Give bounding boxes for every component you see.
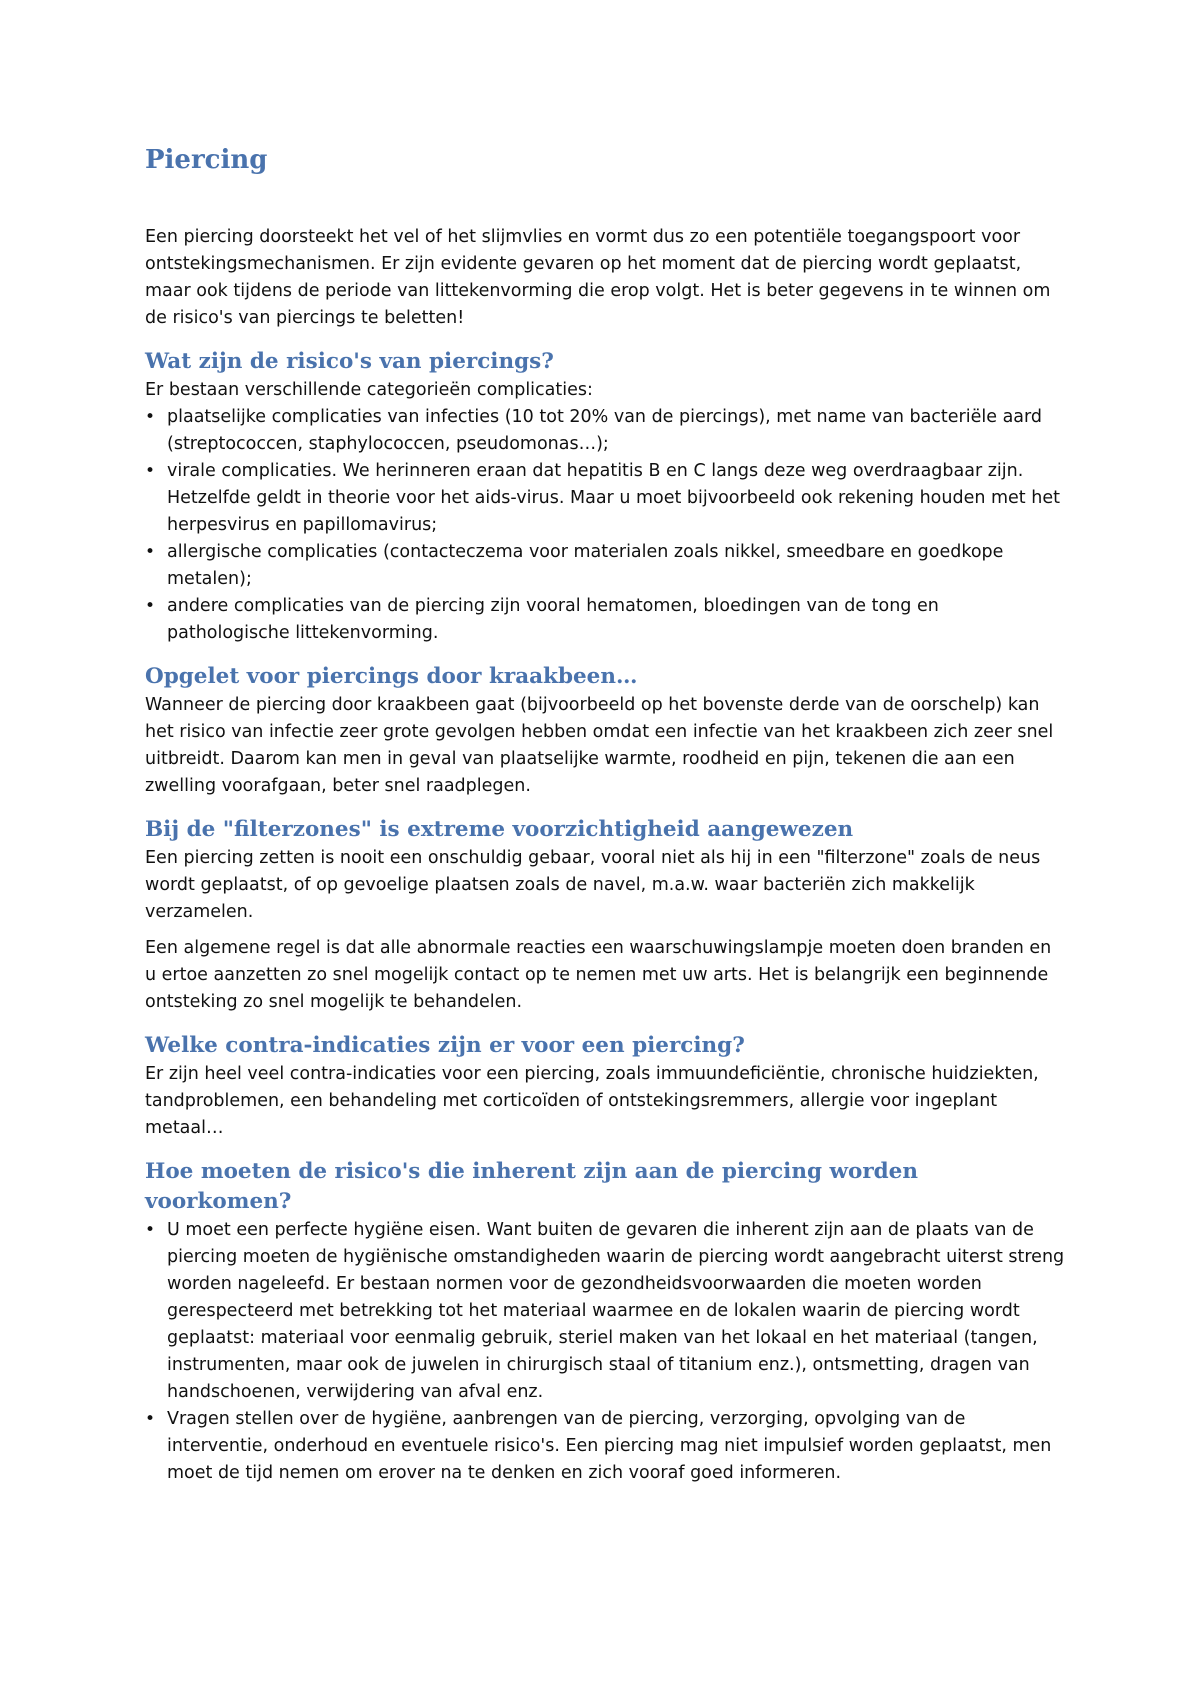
list-item-text: U moet een perfecte hygiëne eisen. Want buiten de gevaren die inherent zijn aan de plaats van de piercing moeten de hygiënische omstandigheden waarin de piercing wordt aangebracht uiterst streng worden nageleefd. Er bestaan normen voor de gezondheidsvoorwaarden die moeten worden gerespecteerd met betrekking tot het materiaal waarmee en de lokalen waarin de piercing wordt geplaatst: materiaal voor eenmalig gebruik, steriel maken van het lokaal en het materiaal (tangen, instrumenten, maar ook de juwelen in chirurgisch staal of titanium enz.), ontsmetting, dragen van handschoenen, verwijdering van afval enz.	[167, 1220, 1065, 1402]
bullet-icon: •	[145, 1220, 156, 1240]
section-heading: Opgelet voor piercings door kraakbeen…	[145, 664, 638, 689]
section-prevention	[145, 1157, 1065, 1487]
section-contraindications	[145, 1031, 1065, 1142]
section-cartilage	[145, 662, 1065, 800]
document-body	[145, 224, 1065, 1487]
bullet-icon: •	[145, 1409, 156, 1429]
section-paragraph: Er zijn heel veel contra-indicaties voor een piercing, zoals immuundeficiëntie, chronische huidziekten, tandproblemen, een behandeling met corticoïden of ontstekingsremmers, allergie voor ingeplant metaal…	[145, 1064, 1039, 1138]
section-paragraph: Er bestaan verschillende categorieën complicaties:	[145, 380, 593, 400]
list-item-text: allergische complicaties (contacteczema voor materialen zoals nikkel, smeedbare en goedkope metalen);	[167, 542, 1004, 589]
section-heading: Hoe moeten de risico's die inherent zijn aan de piercing worden voorkomen?	[145, 1159, 918, 1214]
list-item-text: Vragen stellen over de hygiëne, aanbrengen van de piercing, verzorging, opvolging van de interventie, onderhoud en eventuele risico's. Een piercing mag niet impulsief worden geplaatst, men moet de tijd nemen om erover na te denken en zich vooraf goed informeren.	[167, 1409, 1052, 1483]
list-item	[145, 1406, 1065, 1487]
list-item-text: plaatselijke complicaties van infecties (10 tot 20% van de piercings), met name van bacteriële aard (streptococcen, staphylococcen, pseudomonas…);	[167, 407, 1043, 454]
list-item	[145, 1217, 1065, 1406]
section-heading: Bij de "filterzones" is extreme voorzichtigheid aangewezen	[145, 817, 854, 842]
section-paragraph-2: Een algemene regel is dat alle abnormale reacties een waarschuwingslampje moeten doen branden en u ertoe aanzetten zo snel mogelijk contact op te nemen met uw arts. Het is belangrijk een beginnende ontsteking zo snel mogelijk te behandelen.	[145, 938, 1052, 1012]
list-item	[145, 593, 1065, 647]
list-item	[145, 539, 1065, 593]
intro-paragraph: Een piercing doorsteekt het vel of het slijmvlies en vormt dus zo een potentiële toegangspoort voor ontstekingsmechanismen. Er zijn evidente gevaren op het moment dat de piercing wordt geplaatst, maar ook tijdens de periode van littekenvorming die erop volgt. Het is beter gegevens in te winnen om de risico's van piercings te beletten!	[145, 227, 1051, 328]
list-item-text: andere complicaties van de piercing zijn vooral hematomen, bloedingen van de tong en pathologische littekenvorming.	[167, 596, 939, 643]
bullet-icon: •	[145, 461, 156, 481]
section-heading: Wat zijn de risico's van piercings?	[145, 349, 554, 374]
page-title: Piercing	[145, 145, 268, 175]
list-item	[145, 404, 1065, 458]
section-filterzones	[145, 815, 1065, 1016]
risk-list	[145, 404, 1065, 647]
prevention-list	[145, 1217, 1065, 1487]
section-paragraph: Een piercing zetten is nooit een onschuldig gebaar, vooral niet als hij in een "filterzone" zoals de neus wordt geplaatst, of op gevoelige plaatsen zoals de navel, m.a.w. waar bacteriën zich makkelijk verzamelen.	[145, 848, 1041, 922]
bullet-icon: •	[145, 542, 156, 562]
list-item	[145, 458, 1065, 539]
bullet-icon: •	[145, 596, 156, 616]
section-heading: Welke contra-indicaties zijn er voor een piercing?	[145, 1033, 745, 1058]
section-risks	[145, 347, 1065, 647]
bullet-icon: •	[145, 407, 156, 427]
section-paragraph: Wanneer de piercing door kraakbeen gaat (bijvoorbeeld op het bovenste derde van de oorschelp) kan het risico van infectie zeer grote gevolgen hebben omdat een infectie van het kraakbeen zich zeer snel uitbreidt. Daarom kan men in geval van plaatselijke warmte, roodheid en pijn, tekenen die aan een zwelling voorafgaan, beter snel raadplegen.	[145, 695, 1054, 796]
list-item-text: virale complicaties. We herinneren eraan dat hepatitis B en C langs deze weg overdraagbaar zijn. Hetzelfde geldt in theorie voor het aids-virus. Maar u moet bijvoorbeeld ook rekening houden met het herpesvirus en papillomavirus;	[167, 461, 1060, 535]
